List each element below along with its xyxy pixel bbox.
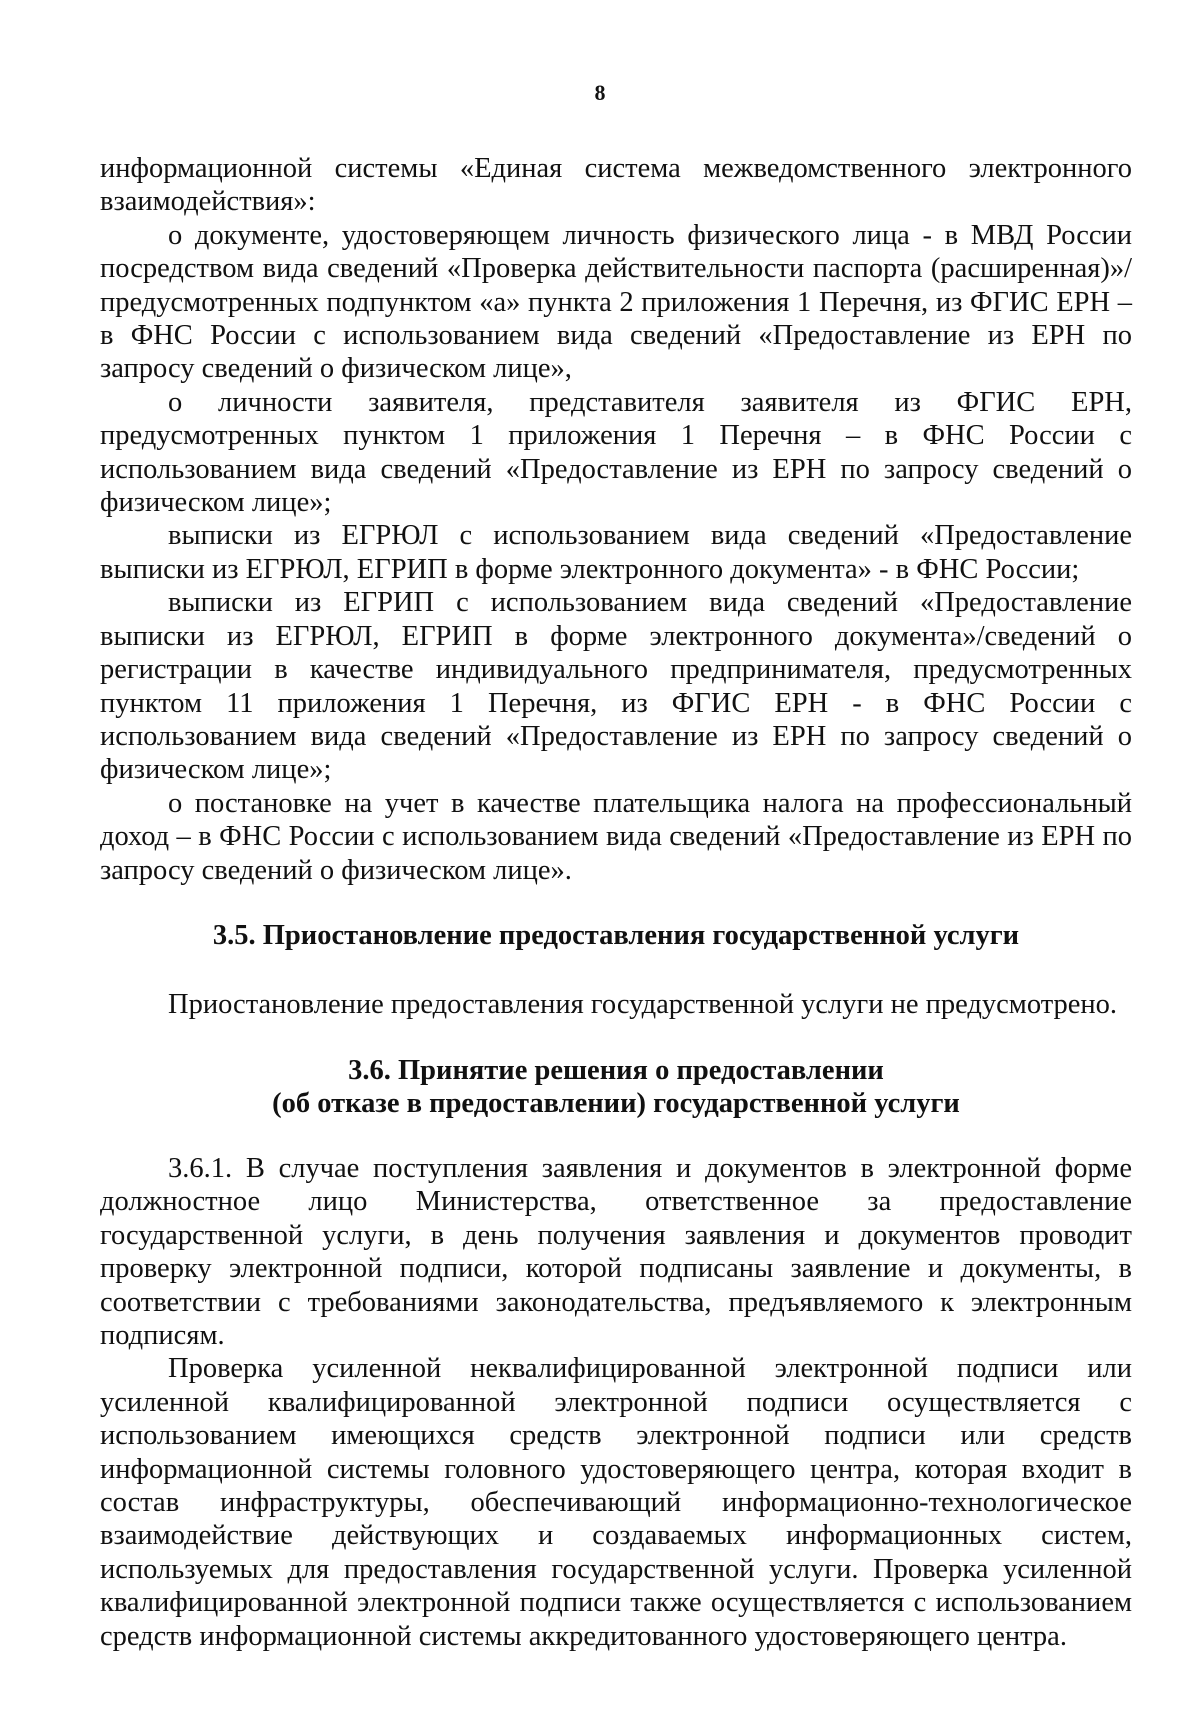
section-3-5-title: 3.5. Приостановление предоставления государственной услуги (212, 920, 1020, 951)
paragraph-applicant-identity: о личности заявителя, представителя заявителя из ФГИС ЕРН, предусмотренных пунктом 1 приложения 1 Перечня – в ФНС России с использованием вида сведений «Предоставление из ЕРН по запросу сведений о физическом лице»; (100, 386, 1132, 519)
paragraph-egrul-extract: выписки из ЕГРЮЛ с использованием вида сведений «Предоставление выписки из ЕГРЮЛ, ЕГРИП в форме электронного документа» - в ФНС России; (100, 520, 1132, 585)
section-3-4-continuation (100, 152, 1132, 887)
section-3-5-text: Приостановление предоставления государственной услуги не предусмотрено. (168, 989, 1118, 1020)
paragraph-signature-check: Проверка усиленной неквалифицированной электронной подписи или усиленной квалифицированной электронной подписи осуществляется с использованием имеющихся средств электронной подписи или средств информационной системы головного удостоверяющего центра, которая входит в состав инфраструктуры, обеспечивающий информационно-технологическое взаимодействие действующих и создаваемых информационных систем, используемых для предоставления государственной услуги. Проверка усиленной квалифицированной электронной подписи также осуществляется с использованием средств информационной системы аккредитованного удостоверяющего центра. (100, 1353, 1132, 1652)
section-3-6-title-line1: 3.6. Принятие решения о предоставлении (348, 1055, 884, 1086)
section-3-5-body (100, 988, 1132, 1021)
paragraph-tax-registration: о постановке на учет в качестве плательщика налога на профессиональный доход – в ФНС России с использованием вида сведений «Предоставление из ЕРН по запросу сведений о физическом лице». (100, 787, 1132, 886)
page-number: 8 (594, 80, 606, 105)
paragraph-3-6-1: 3.6.1. В случае поступления заявления и документов в электронной форме должностное лицо Министерства, ответственное за предоставление государственной услуги, в день получения заявления и документов проводит проверку электронной подписи, которой подписаны заявление и документы, в соответствии с требованиями законодательства, предъявляемого к электронным подписям. (100, 1153, 1132, 1352)
paragraph-egrip-extract: выписки из ЕГРИП с использованием вида сведений «Предоставление выписки из ЕГРЮЛ, ЕГРИП в форме электронного документа»/сведений о регистрации в качестве индивидуального предпринимателя, предусмотренных пунктом 11 приложения 1 Перечня, из ФГИС ЕРН - в ФНС России с использованием вида сведений «Предоставление из ЕРН по запросу сведений о физическом лице»; (100, 587, 1132, 786)
section-3-6-heading (100, 1054, 1132, 1120)
paragraph-intro: информационной системы «Единая система межведомственного электронного взаимодействия»: (100, 153, 1132, 218)
section-3-6-body (100, 1152, 1132, 1653)
paragraph-identity-document: о документе, удостоверяющем личность физического лица - в МВД России посредством вида сведений «Проверка действительности паспорта (расширенная)»/предусмотренных подпунктом «а» пункта 2 приложения 1 Перечня, из ФГИС ЕРН – в ФНС России с использованием вида сведений «Предоставление из ЕРН по запросу сведений о физическом лице», (100, 219, 1132, 385)
section-3-5-heading (100, 919, 1132, 952)
section-3-6-title-line2: (об отказе в предоставлении) государственной услуги (272, 1088, 960, 1119)
